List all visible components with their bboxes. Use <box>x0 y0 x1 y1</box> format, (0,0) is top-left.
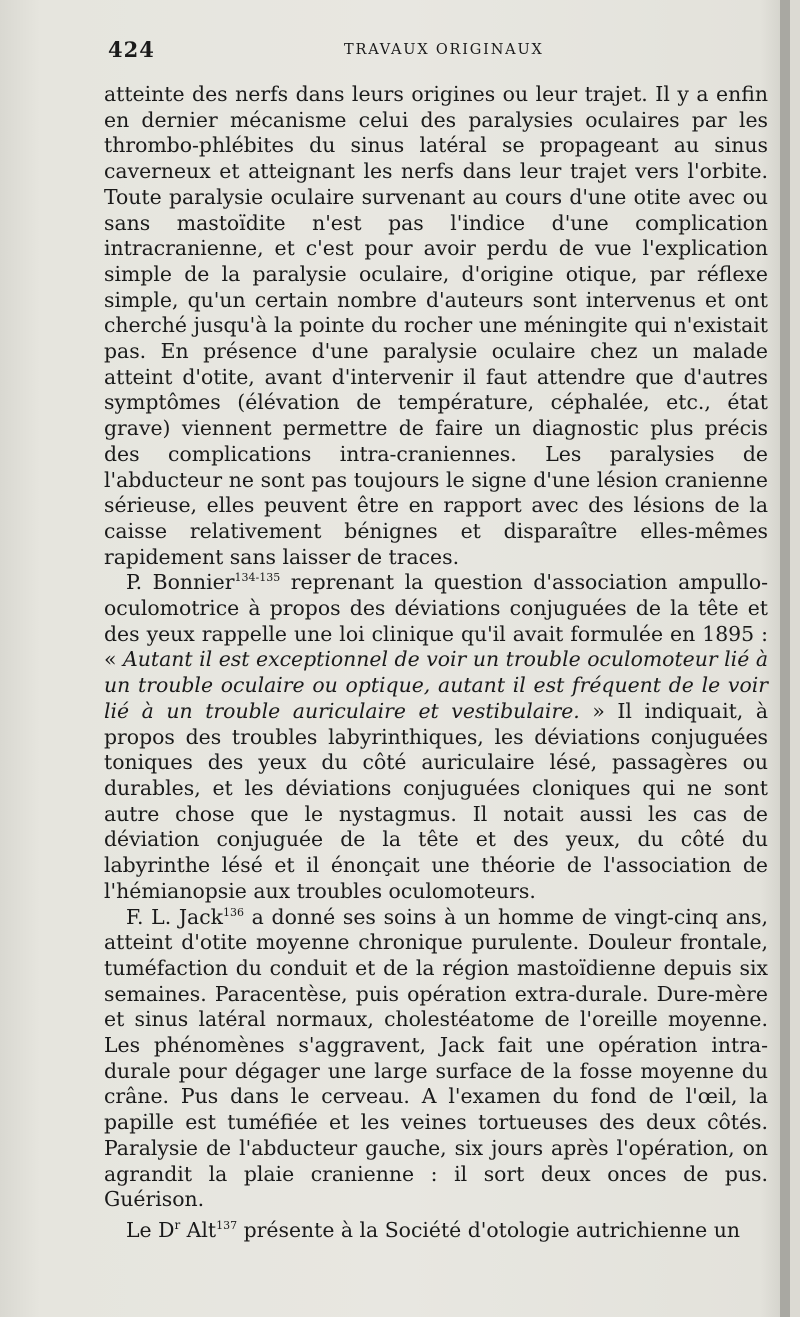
page-edge <box>780 0 790 1317</box>
paragraph-2-text: reprenant la question d'association ampullo-oculomotrice à propos des déviations conjuguées de la tête et des yeux rappelle une loi clinique qu'il avait formulée en 1895 : « <box>104 570 768 672</box>
paragraph-2-continuation: » Il indiquait, à propos des troubles labyrinthiques, les déviations conjuguées toniques des yeux du côté auriculaire lésé, passagères ou durables, et les déviations conjuguées cloniques qui ne sont autre chose que le nystagmus. Il notait aussi les cas de déviation conjuguée de la tête et des yeux, du côté du labyrinthe lésé et il énonçait une théorie de l'association de l'hémianopsie aux troubles oculomoteurs. <box>104 698 769 903</box>
page-header <box>108 37 768 65</box>
reference-137: 137 <box>216 1218 238 1232</box>
author-jack: F. L. Jack <box>126 904 223 929</box>
paragraph-4 <box>104 1213 768 1244</box>
paragraph-3-text: a donné ses soins à un homme de vingt-cinq ans, atteint d'otite moyenne chronique purulente. Douleur frontale, tuméfaction du conduit et de la région mastoïdienne depuis six semaines. Paracentèse, puis opération extra-durale. Dure-mère et sinus latéral normaux, cholestéatome de l'oreille moyenne. Les phénomènes s'aggravent, Jack fait une opération intra-durale pour dégager une large surface de la fosse moyenne du crâne. Pus dans le cerveau. A l'examen du fond de l'œil, la papille est tuméfiée et les veines tortueuses des deux côtés. Paralysie de l'abducteur gauche, six jours après l'opération, on agrandit la plaie cranienne : il sort deux onces de pus. Guérison. <box>104 904 768 1212</box>
paragraph-2 <box>104 570 768 904</box>
paragraph-1: atteinte des nerfs dans leurs origines ou leur trajet. Il y a enfin en dernier mécanisme celui des paralysies oculaires par les thrombo-phlébites du sinus latéral se propageant au sinus caverneux et atteignant les nerfs dans leur trajet vers l'orbite. Toute paralysie oculaire survenant au cours d'une otite avec ou sans mastoïdite n'est pas l'indice d'une complication intracranienne, et c'est pour avoir perdu de vue l'explication simple de la paralysie oculaire, d'origine otique, par réflexe simple, qu'un certain nombre d'auteurs sont intervenus et ont cherché jusqu'à la pointe du rocher une méningite qui n'existait pas. En présence d'une paralysie oculaire chez un malade atteint d'otite, avant d'intervenir il faut attendre que d'autres symptômes (élévation de température, céphalée, etc., état grave) viennent permettre de faire un diagnostic plus précis des complications intra-craniennes. Les paralysies de l'abducteur ne sont pas toujours le signe d'une lésion cranienne sérieuse, elles peuvent être en rapport avec des lésions de la caisse relativement bénignes et disparaître elles-mêmes rapidement sans laisser de traces. <box>104 82 768 569</box>
reference-134-135: 134-135 <box>234 571 281 585</box>
bonnier-quotation: Autant il est exceptionnel de voir un trouble oculomoteur lié à un trouble oculaire ou optique, autant il est fréquent de le voir lié à un trouble auriculaire et vestibulaire. <box>104 647 768 723</box>
page-number: 424 <box>108 37 155 62</box>
paragraph-3 <box>104 905 768 1213</box>
body-text <box>104 82 768 1243</box>
running-title: TRAVAUX ORIGINAUX <box>344 42 544 58</box>
author-bonnier: P. Bonnier <box>126 570 235 595</box>
doctor-title-superscript: r <box>174 1217 181 1232</box>
author-alt: Alt <box>180 1217 217 1242</box>
paragraph-4-text: présente à la Société d'otologie autrichienne un <box>237 1217 740 1242</box>
doctor-title: Le D <box>126 1217 175 1242</box>
reference-136: 136 <box>222 905 244 919</box>
